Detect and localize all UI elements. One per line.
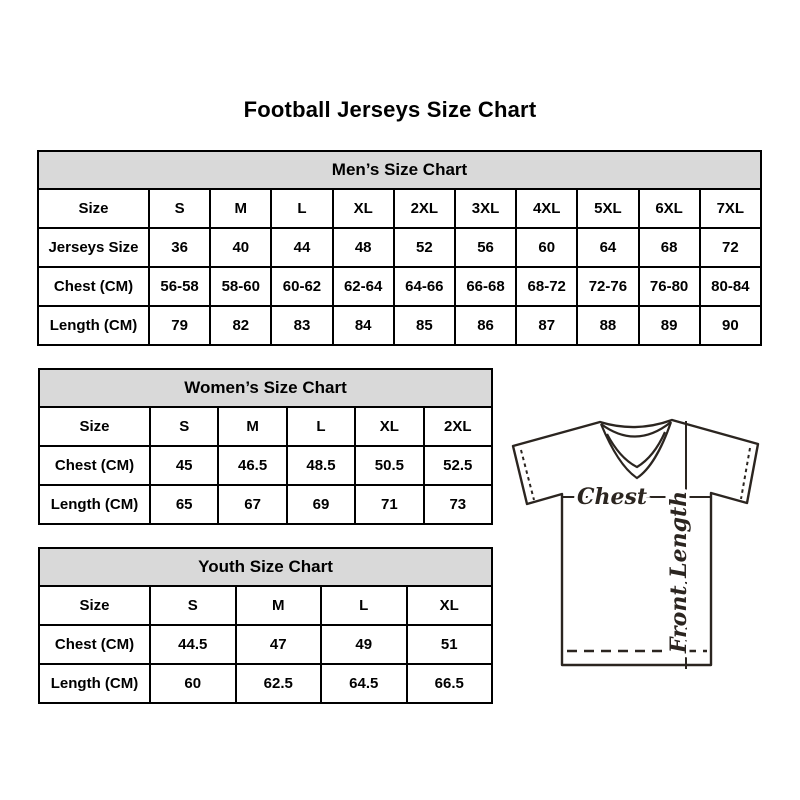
cell-value: 46.5: [218, 446, 286, 485]
cell-value: 45: [150, 446, 218, 485]
front-length-label: Front Length: [666, 490, 692, 654]
cell-value: 4XL: [516, 189, 577, 228]
cell-value: XL: [407, 586, 493, 625]
cell-value: S: [149, 189, 210, 228]
table-row: [39, 446, 492, 485]
jersey-body-outline: [513, 420, 758, 665]
cell-value: 49: [321, 625, 407, 664]
cell-value: 68: [639, 228, 700, 267]
cell-value: 51: [407, 625, 493, 664]
cell-value: 85: [394, 306, 455, 345]
cell-value: 56: [455, 228, 516, 267]
cell-value: 82: [210, 306, 271, 345]
cell-value: 64.5: [321, 664, 407, 703]
cell-value: S: [150, 407, 218, 446]
page-title: Football Jerseys Size Chart: [243, 97, 537, 122]
jersey-outline-icon: [505, 413, 769, 677]
cell-value: 80-84: [700, 267, 761, 306]
table-title: Men’s Size Chart: [38, 151, 761, 189]
cell-value: 64-66: [394, 267, 455, 306]
womens-size-table: [38, 368, 493, 525]
row-label: Length (CM): [39, 664, 150, 703]
cell-value: 64: [577, 228, 638, 267]
cell-value: 67: [218, 485, 286, 524]
cell-value: 90: [700, 306, 761, 345]
cell-value: 6XL: [639, 189, 700, 228]
cell-value: 36: [149, 228, 210, 267]
row-label: Size: [39, 407, 150, 446]
cell-value: XL: [333, 189, 394, 228]
cell-value: 72: [700, 228, 761, 267]
cell-value: 66-68: [455, 267, 516, 306]
cell-value: 2XL: [394, 189, 455, 228]
cell-value: M: [236, 586, 322, 625]
mens-size-table: [37, 150, 762, 346]
row-label: Size: [39, 586, 150, 625]
cell-value: 40: [210, 228, 271, 267]
cell-value: 66.5: [407, 664, 493, 703]
row-label: Length (CM): [38, 306, 149, 345]
cell-value: XL: [355, 407, 423, 446]
cell-value: 58-60: [210, 267, 271, 306]
youth-size-table: [38, 547, 493, 704]
cell-value: 71: [355, 485, 423, 524]
table-title: Women’s Size Chart: [39, 369, 492, 407]
chest-label: Chest: [576, 484, 648, 510]
table-header-row: [38, 151, 761, 189]
table-header-row: [39, 548, 492, 586]
cell-value: 5XL: [577, 189, 638, 228]
cell-value: 52: [394, 228, 455, 267]
table-row: [38, 228, 761, 267]
row-label: Chest (CM): [38, 267, 149, 306]
cell-value: 83: [271, 306, 332, 345]
row-label: Size: [38, 189, 149, 228]
cell-value: 89: [639, 306, 700, 345]
cell-value: M: [218, 407, 286, 446]
cell-value: 60: [516, 228, 577, 267]
cell-value: 56-58: [149, 267, 210, 306]
cell-value: 69: [287, 485, 355, 524]
cell-value: 52.5: [424, 446, 492, 485]
cell-value: 73: [424, 485, 492, 524]
cell-value: 48: [333, 228, 394, 267]
cell-value: 84: [333, 306, 394, 345]
table-row: [38, 189, 761, 228]
table-title: Youth Size Chart: [39, 548, 492, 586]
cell-value: 60: [150, 664, 236, 703]
cell-value: 2XL: [424, 407, 492, 446]
cell-value: S: [150, 586, 236, 625]
cell-value: 62-64: [333, 267, 394, 306]
cell-value: 44.5: [150, 625, 236, 664]
table-row: [39, 586, 492, 625]
cell-value: 86: [455, 306, 516, 345]
table-row: [39, 625, 492, 664]
cell-value: 3XL: [455, 189, 516, 228]
cell-value: 65: [150, 485, 218, 524]
cell-value: 68-72: [516, 267, 577, 306]
table-row: [38, 267, 761, 306]
cell-value: L: [287, 407, 355, 446]
cell-value: 47: [236, 625, 322, 664]
cell-value: 87: [516, 306, 577, 345]
cell-value: 48.5: [287, 446, 355, 485]
cell-value: 62.5: [236, 664, 322, 703]
row-label: Chest (CM): [39, 625, 150, 664]
cell-value: 60-62: [271, 267, 332, 306]
cell-value: 76-80: [639, 267, 700, 306]
cell-value: 7XL: [700, 189, 761, 228]
table-row: [38, 306, 761, 345]
cell-value: L: [321, 586, 407, 625]
cell-value: 44: [271, 228, 332, 267]
table-row: [39, 407, 492, 446]
cell-value: 79: [149, 306, 210, 345]
cell-value: L: [271, 189, 332, 228]
cell-value: 72-76: [577, 267, 638, 306]
row-label: Length (CM): [39, 485, 150, 524]
cell-value: 88: [577, 306, 638, 345]
table-row: [39, 664, 492, 703]
cell-value: M: [210, 189, 271, 228]
table-row: [39, 485, 492, 524]
row-label: Chest (CM): [39, 446, 150, 485]
jersey-measurement-diagram: [505, 413, 769, 677]
row-label: Jerseys Size: [38, 228, 149, 267]
table-header-row: [39, 369, 492, 407]
cell-value: 50.5: [355, 446, 423, 485]
